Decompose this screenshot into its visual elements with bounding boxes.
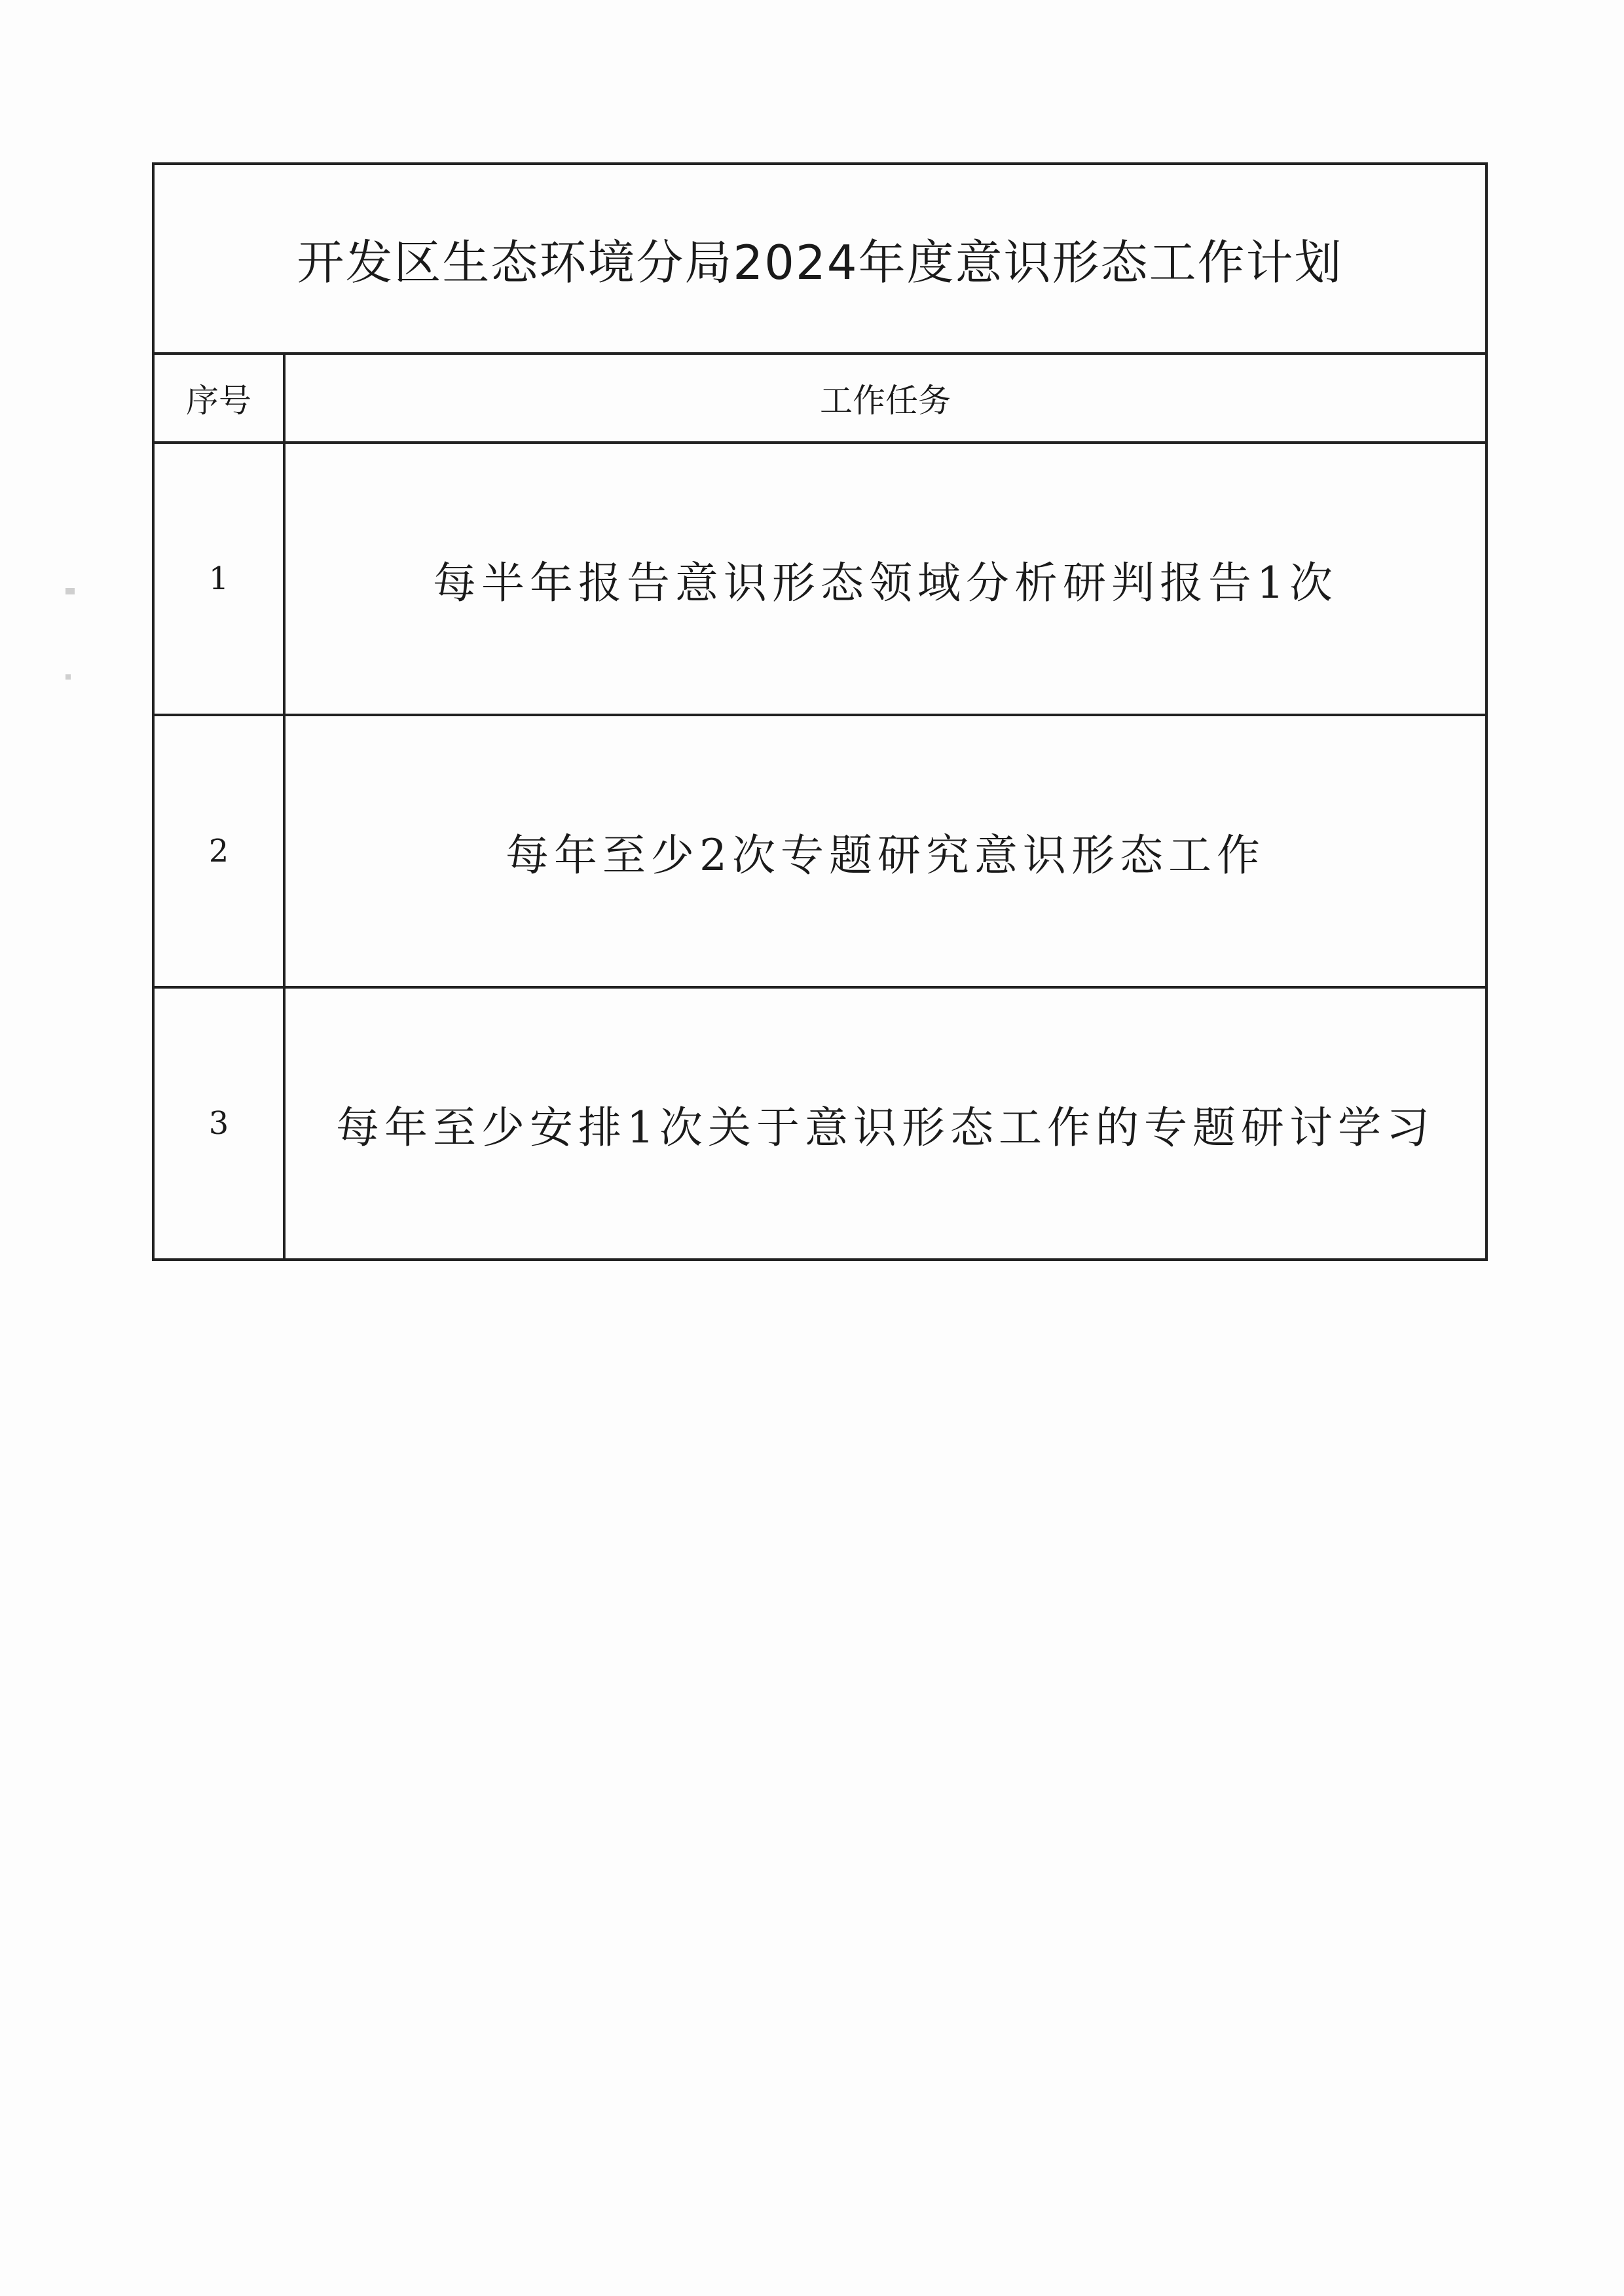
- scan-mark: [65, 588, 75, 594]
- row-number: 1: [153, 443, 284, 715]
- scan-mark: [65, 674, 71, 680]
- row-task: 每半年报告意识形态领域分析研判报告1次: [284, 443, 1486, 715]
- table-row: [153, 715, 1486, 987]
- document-title: 开发区生态环境分局2024年度意识形态工作计划: [153, 164, 1486, 354]
- table-row: [153, 443, 1486, 715]
- header-task: 工作任务: [284, 354, 1486, 443]
- table-header-row: [153, 354, 1486, 443]
- header-number: 序号: [153, 354, 284, 443]
- title-row: [153, 164, 1486, 354]
- row-number: 2: [153, 715, 284, 987]
- work-plan-table: [152, 162, 1488, 1261]
- table-row: [153, 987, 1486, 1260]
- row-task: 每年至少安排1次关于意识形态工作的专题研讨学习: [284, 987, 1486, 1260]
- row-task: 每年至少2次专题研究意识形态工作: [284, 715, 1486, 987]
- row-number: 3: [153, 987, 284, 1260]
